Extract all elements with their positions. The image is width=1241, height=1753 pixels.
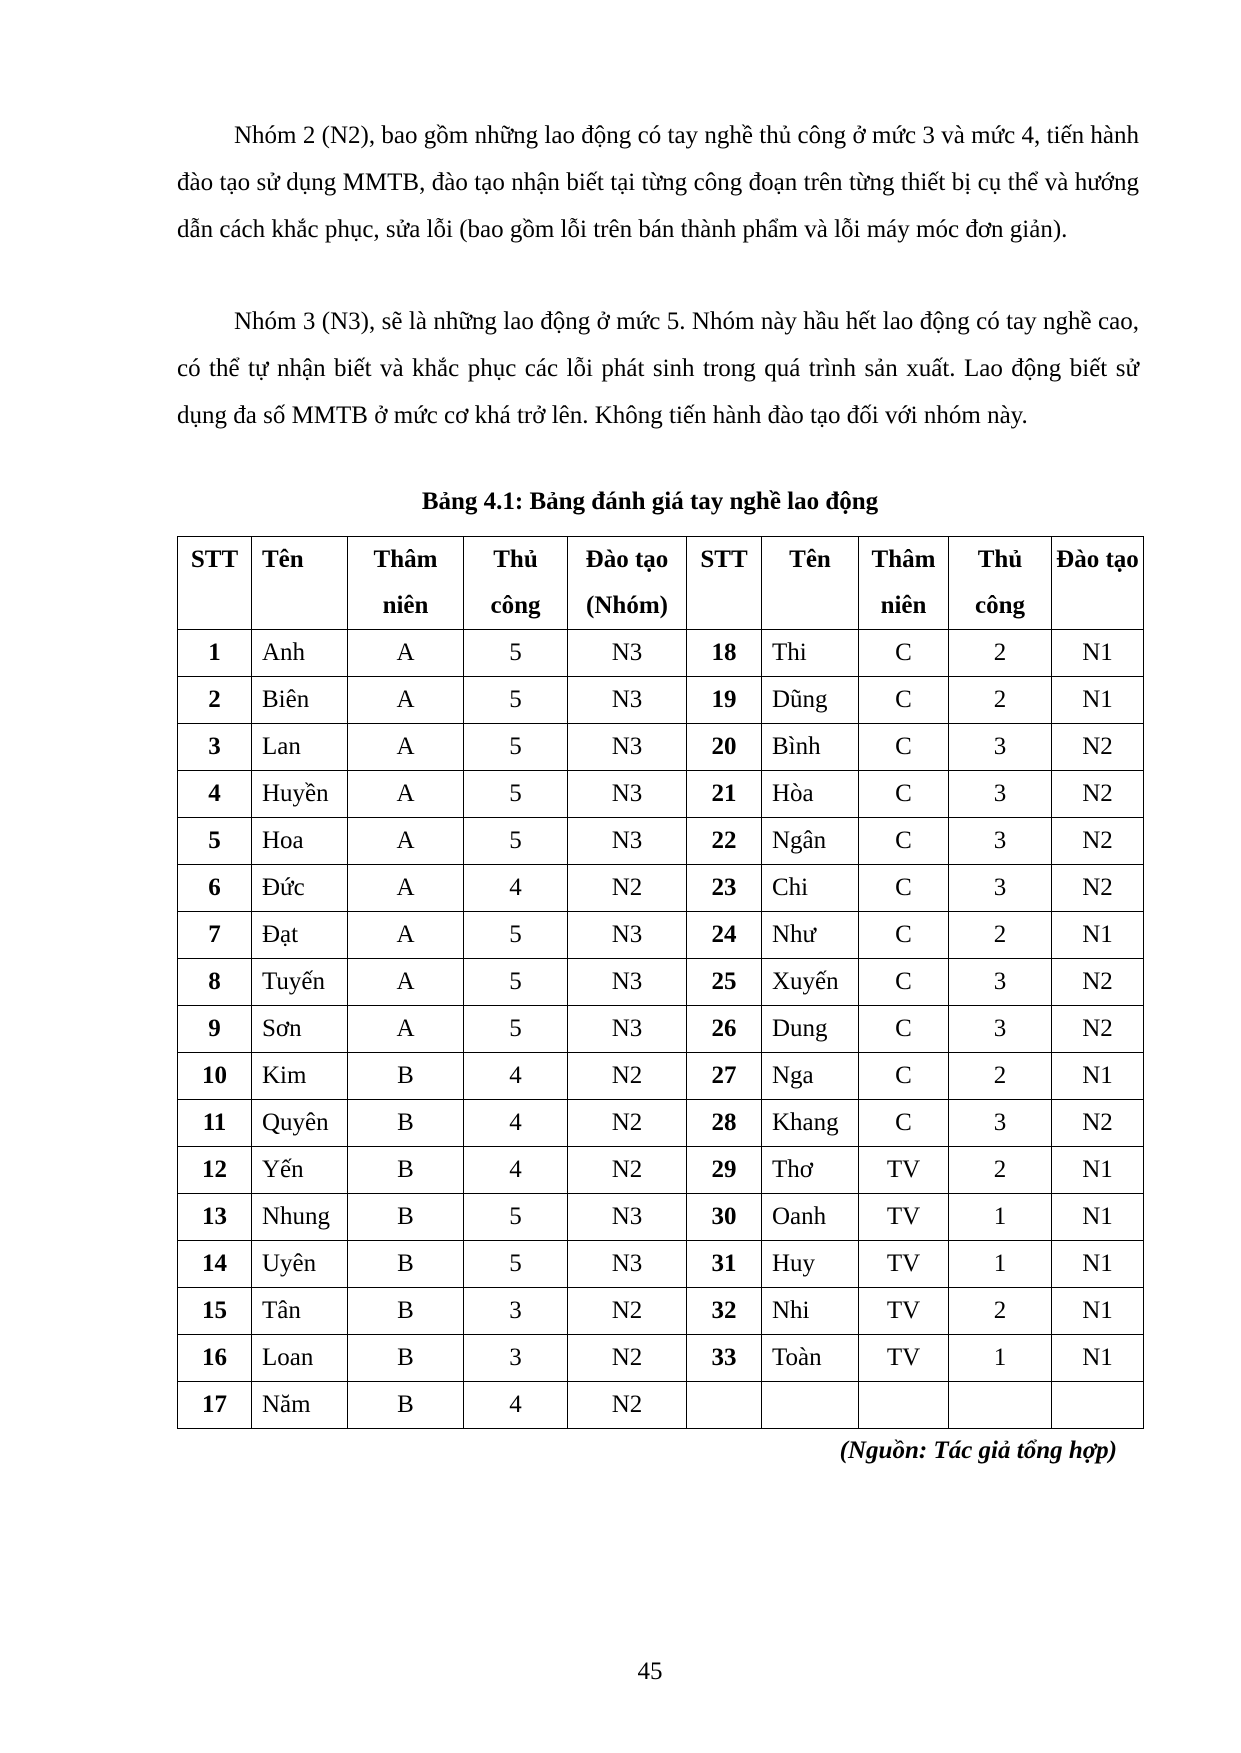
cell-training: N1: [1052, 1241, 1144, 1288]
cell-name: Toàn: [762, 1335, 859, 1382]
cell-name: Chi: [762, 865, 859, 912]
cell-seniority: C: [859, 1053, 949, 1100]
cell-training: N2: [568, 1288, 687, 1335]
header-training-group: Đào tạo (Nhóm): [568, 537, 687, 630]
cell-handcraft: 2: [949, 1288, 1052, 1335]
cell-handcraft: 3: [464, 1288, 568, 1335]
table-row: [178, 1006, 1144, 1053]
paragraph-text: Nhóm 2 (N2), bao gồm những lao động có tay nghề thủ công ở mức 3 và mức 4, tiến hành đào tạo sử dụng MMTB, đào tạo nhận biết tại từng công đoạn trên từng thiết bị cụ thể và hướng dẫn cách khắc phục, sửa lỗi (bao gồm lỗi trên bán thành phẩm và lỗi máy móc đơn giản).: [177, 122, 1139, 243]
skill-assessment-table: [177, 536, 1144, 1429]
cell-name: Đạt: [252, 912, 348, 959]
header-handcraft: Thủ công: [464, 537, 568, 630]
cell-name: Biên: [252, 677, 348, 724]
table-row: [178, 865, 1144, 912]
cell-stt: 15: [178, 1288, 252, 1335]
cell-training: N1: [1052, 1194, 1144, 1241]
cell-training: N2: [1052, 865, 1144, 912]
cell-seniority: A: [348, 630, 464, 677]
cell-handcraft: 1: [949, 1194, 1052, 1241]
cell-seniority: TV: [859, 1194, 949, 1241]
cell-training: N2: [1052, 1100, 1144, 1147]
table-row: [178, 912, 1144, 959]
cell-name: Yến: [252, 1147, 348, 1194]
cell-name: Dũng: [762, 677, 859, 724]
cell-training: N2: [568, 1053, 687, 1100]
cell-name: Khang: [762, 1100, 859, 1147]
cell-stt: 24: [687, 912, 762, 959]
cell-handcraft: 5: [464, 630, 568, 677]
cell-training: N1: [1052, 1335, 1144, 1382]
cell-handcraft: 3: [949, 1006, 1052, 1053]
paragraph-text: Nhóm 3 (N3), sẽ là những lao động ở mức 5. Nhóm này hầu hết lao động có tay nghề cao, có thể tự nhận biết và khắc phục các lỗi phát sinh trong quá trình sản xuất. Lao động biết sử dụng đa số MMTB ở mức cơ khá trở lên. Không tiến hành đào tạo đối với nhóm này.: [177, 308, 1139, 429]
cell-handcraft: 5: [464, 959, 568, 1006]
table-body: [178, 630, 1144, 1429]
cell-stt: 1: [178, 630, 252, 677]
header-name: Tên: [252, 537, 348, 630]
cell-name: Oanh: [762, 1194, 859, 1241]
paragraph-group-2: [177, 112, 1139, 253]
table-source: (Nguồn: Tác giả tổng hợp): [839, 1437, 1117, 1464]
cell-handcraft: 5: [464, 818, 568, 865]
cell-handcraft: 2: [949, 630, 1052, 677]
cell-handcraft: 3: [949, 1100, 1052, 1147]
header-row: [178, 537, 1144, 630]
cell-stt: 18: [687, 630, 762, 677]
cell-handcraft: 4: [464, 865, 568, 912]
cell-training: N1: [1052, 677, 1144, 724]
cell-stt: 27: [687, 1053, 762, 1100]
cell-handcraft: 3: [949, 724, 1052, 771]
cell-seniority: C: [859, 1100, 949, 1147]
cell-training: N1: [1052, 1053, 1144, 1100]
cell-training: N1: [1052, 1288, 1144, 1335]
cell-stt: 9: [178, 1006, 252, 1053]
table-row: [178, 1241, 1144, 1288]
cell-name: [762, 1382, 859, 1429]
cell-name: Dung: [762, 1006, 859, 1053]
cell-seniority: B: [348, 1100, 464, 1147]
cell-handcraft: 3: [464, 1335, 568, 1382]
table-row: [178, 677, 1144, 724]
cell-seniority: A: [348, 1006, 464, 1053]
cell-name: Loan: [252, 1335, 348, 1382]
cell-handcraft: 3: [949, 865, 1052, 912]
cell-name: Quyên: [252, 1100, 348, 1147]
cell-handcraft: 5: [464, 677, 568, 724]
table-caption: Bảng 4.1: Bảng đánh giá tay nghề lao động: [421, 488, 879, 515]
cell-stt: 4: [178, 771, 252, 818]
cell-name: Huy: [762, 1241, 859, 1288]
cell-handcraft: 3: [949, 959, 1052, 1006]
cell-training: N3: [568, 724, 687, 771]
cell-name: Hoa: [252, 818, 348, 865]
cell-stt: 22: [687, 818, 762, 865]
cell-stt: 5: [178, 818, 252, 865]
cell-training: N2: [568, 865, 687, 912]
cell-name: Lan: [252, 724, 348, 771]
table-row: [178, 959, 1144, 1006]
cell-name: Tân: [252, 1288, 348, 1335]
cell-seniority: A: [348, 677, 464, 724]
cell-handcraft: 3: [949, 771, 1052, 818]
cell-name: Thơ: [762, 1147, 859, 1194]
header-stt: STT: [178, 537, 252, 630]
cell-stt: 7: [178, 912, 252, 959]
cell-stt: 23: [687, 865, 762, 912]
cell-name: Thi: [762, 630, 859, 677]
cell-seniority: C: [859, 818, 949, 865]
cell-name: Tuyến: [252, 959, 348, 1006]
cell-seniority: B: [348, 1194, 464, 1241]
cell-training: N2: [1052, 818, 1144, 865]
cell-handcraft: 2: [949, 912, 1052, 959]
cell-stt: 10: [178, 1053, 252, 1100]
cell-name: Nhung: [252, 1194, 348, 1241]
cell-training: N2: [1052, 771, 1144, 818]
cell-seniority: [859, 1382, 949, 1429]
cell-seniority: C: [859, 865, 949, 912]
cell-name: Nga: [762, 1053, 859, 1100]
cell-training: N3: [568, 630, 687, 677]
cell-stt: 16: [178, 1335, 252, 1382]
cell-name: Bình: [762, 724, 859, 771]
cell-seniority: C: [859, 630, 949, 677]
cell-training: N2: [568, 1100, 687, 1147]
cell-stt: 6: [178, 865, 252, 912]
cell-stt: 17: [178, 1382, 252, 1429]
cell-handcraft: 1: [949, 1241, 1052, 1288]
page-number: 45: [637, 1658, 663, 1685]
cell-stt: [687, 1382, 762, 1429]
cell-training: N2: [568, 1335, 687, 1382]
cell-stt: 13: [178, 1194, 252, 1241]
cell-seniority: B: [348, 1241, 464, 1288]
cell-stt: 20: [687, 724, 762, 771]
table-row: [178, 1147, 1144, 1194]
cell-name: Sơn: [252, 1006, 348, 1053]
cell-seniority: TV: [859, 1241, 949, 1288]
cell-name: Như: [762, 912, 859, 959]
cell-seniority: A: [348, 912, 464, 959]
cell-stt: 32: [687, 1288, 762, 1335]
cell-stt: 19: [687, 677, 762, 724]
cell-handcraft: 3: [949, 818, 1052, 865]
cell-name: Năm: [252, 1382, 348, 1429]
cell-handcraft: 5: [464, 771, 568, 818]
cell-seniority: TV: [859, 1288, 949, 1335]
cell-seniority: C: [859, 1006, 949, 1053]
cell-seniority: B: [348, 1335, 464, 1382]
cell-name: Uyên: [252, 1241, 348, 1288]
cell-seniority: C: [859, 912, 949, 959]
cell-seniority: C: [859, 959, 949, 1006]
cell-handcraft: 4: [464, 1382, 568, 1429]
cell-seniority: A: [348, 959, 464, 1006]
cell-stt: 30: [687, 1194, 762, 1241]
cell-handcraft: 5: [464, 1194, 568, 1241]
cell-name: Nhi: [762, 1288, 859, 1335]
cell-stt: 14: [178, 1241, 252, 1288]
table-row: [178, 1335, 1144, 1382]
cell-training: N1: [1052, 630, 1144, 677]
cell-seniority: TV: [859, 1147, 949, 1194]
cell-name: Ngân: [762, 818, 859, 865]
cell-training: N2: [568, 1382, 687, 1429]
cell-training: N2: [1052, 959, 1144, 1006]
cell-training: N3: [568, 1006, 687, 1053]
table-row: [178, 818, 1144, 865]
cell-handcraft: 4: [464, 1147, 568, 1194]
cell-training: N3: [568, 677, 687, 724]
header-training: Đào tạo: [1052, 537, 1144, 630]
cell-handcraft: 5: [464, 912, 568, 959]
table-row: [178, 1100, 1144, 1147]
cell-stt: 11: [178, 1100, 252, 1147]
cell-seniority: B: [348, 1288, 464, 1335]
table-row: [178, 630, 1144, 677]
table-row: [178, 724, 1144, 771]
cell-stt: 21: [687, 771, 762, 818]
header-stt: STT: [687, 537, 762, 630]
cell-stt: 8: [178, 959, 252, 1006]
cell-stt: 3: [178, 724, 252, 771]
cell-handcraft: 2: [949, 677, 1052, 724]
cell-handcraft: 2: [949, 1147, 1052, 1194]
cell-stt: 2: [178, 677, 252, 724]
cell-training: N3: [568, 1194, 687, 1241]
cell-name: Xuyến: [762, 959, 859, 1006]
table-row: [178, 1288, 1144, 1335]
header-name: Tên: [762, 537, 859, 630]
table-row: [178, 1053, 1144, 1100]
cell-seniority: TV: [859, 1335, 949, 1382]
cell-stt: 33: [687, 1335, 762, 1382]
table-header: [178, 537, 1144, 630]
cell-handcraft: [949, 1382, 1052, 1429]
cell-seniority: C: [859, 771, 949, 818]
cell-seniority: A: [348, 818, 464, 865]
cell-name: Đức: [252, 865, 348, 912]
cell-training: N1: [1052, 1147, 1144, 1194]
cell-handcraft: 2: [949, 1053, 1052, 1100]
table-row: [178, 1382, 1144, 1429]
cell-handcraft: 4: [464, 1053, 568, 1100]
cell-seniority: A: [348, 865, 464, 912]
cell-handcraft: 1: [949, 1335, 1052, 1382]
cell-training: N2: [1052, 724, 1144, 771]
table-row: [178, 771, 1144, 818]
paragraph-group-3: [177, 298, 1139, 439]
cell-training: N2: [1052, 1006, 1144, 1053]
cell-seniority: B: [348, 1382, 464, 1429]
header-seniority: Thâm niên: [859, 537, 949, 630]
cell-training: N3: [568, 771, 687, 818]
cell-seniority: B: [348, 1053, 464, 1100]
cell-training: N3: [568, 818, 687, 865]
cell-training: N3: [568, 912, 687, 959]
cell-seniority: C: [859, 724, 949, 771]
cell-seniority: A: [348, 771, 464, 818]
cell-stt: 28: [687, 1100, 762, 1147]
cell-handcraft: 5: [464, 1006, 568, 1053]
cell-seniority: A: [348, 724, 464, 771]
cell-name: Anh: [252, 630, 348, 677]
cell-handcraft: 5: [464, 724, 568, 771]
cell-handcraft: 5: [464, 1241, 568, 1288]
header-seniority: Thâm niên: [348, 537, 464, 630]
cell-stt: 25: [687, 959, 762, 1006]
cell-training: N3: [568, 1241, 687, 1288]
cell-stt: 26: [687, 1006, 762, 1053]
cell-training: N1: [1052, 912, 1144, 959]
cell-training: N2: [568, 1147, 687, 1194]
cell-name: Hòa: [762, 771, 859, 818]
cell-training: N3: [568, 959, 687, 1006]
cell-name: Huyền: [252, 771, 348, 818]
cell-stt: 29: [687, 1147, 762, 1194]
cell-stt: 12: [178, 1147, 252, 1194]
cell-name: Kim: [252, 1053, 348, 1100]
cell-training: [1052, 1382, 1144, 1429]
table-row: [178, 1194, 1144, 1241]
cell-seniority: C: [859, 677, 949, 724]
cell-stt: 31: [687, 1241, 762, 1288]
header-handcraft: Thủ công: [949, 537, 1052, 630]
cell-handcraft: 4: [464, 1100, 568, 1147]
cell-seniority: B: [348, 1147, 464, 1194]
